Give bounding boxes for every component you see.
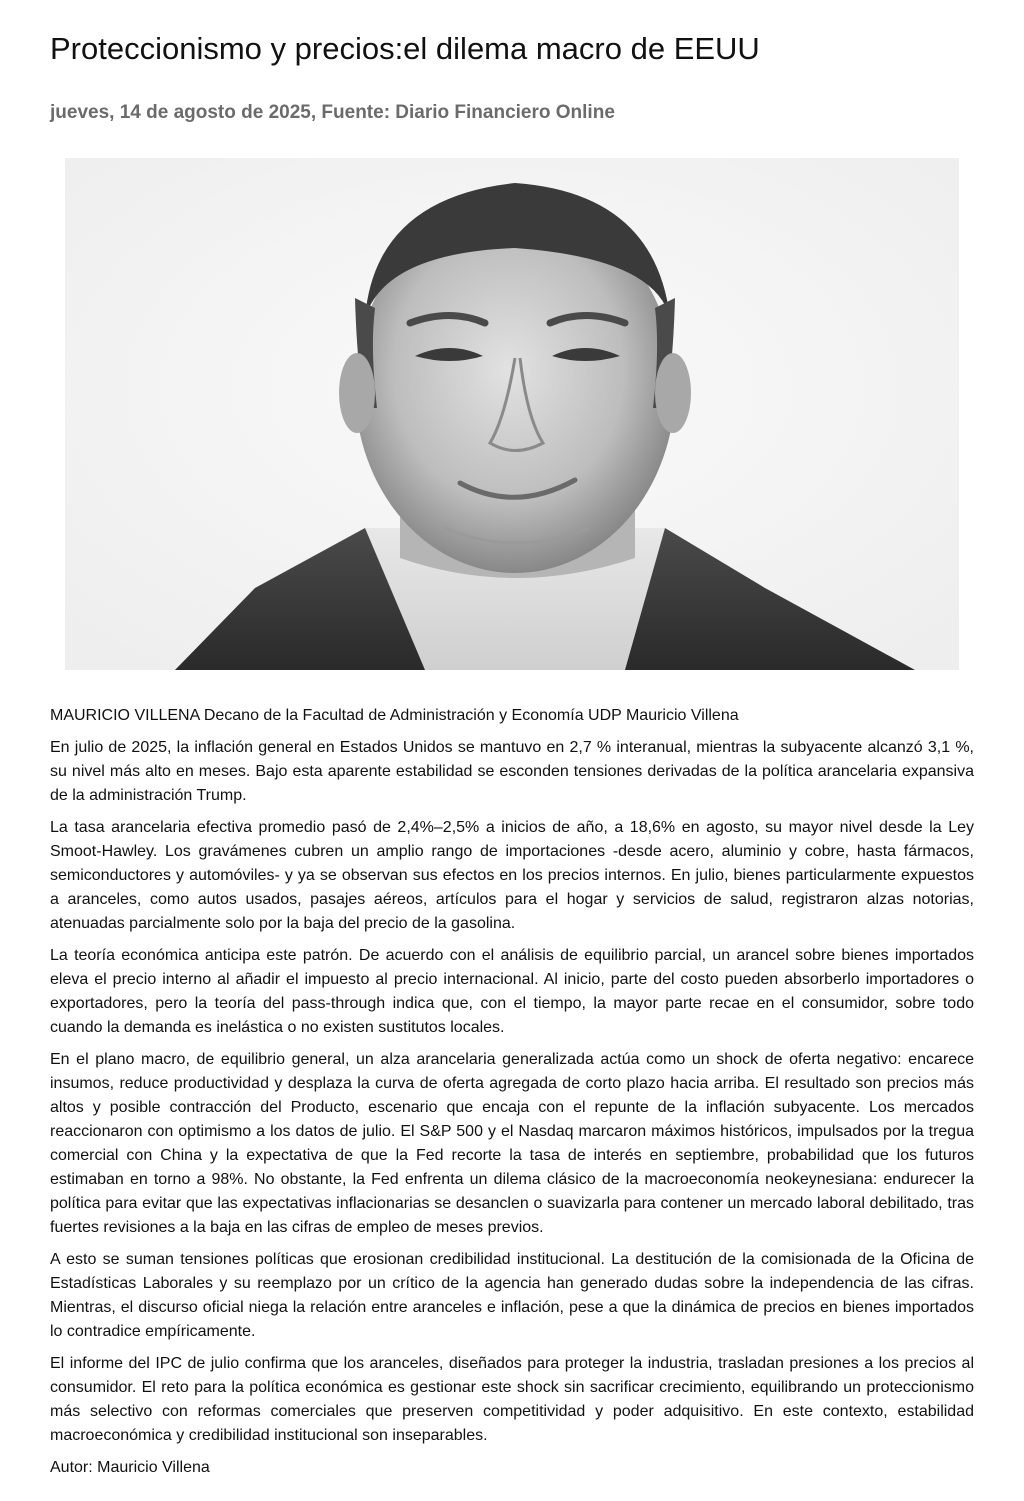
photo-caption: MAURICIO VILLENA Decano de la Facultad de Administración y Economía UDP Mauricio Villena bbox=[50, 707, 739, 724]
article-date-source: jueves, 14 de agosto de 2025, Fuente: Diario Financiero Online bbox=[50, 102, 615, 123]
author-portrait bbox=[65, 158, 959, 670]
article-body bbox=[50, 704, 974, 1480]
article-paragraph: El informe del IPC de julio confirma que los aranceles, diseñados para proteger la industria, trasladan presiones a los precios al consumidor. El reto para la política económica es gestionar este shock sin sacrificar crecimiento, equilibrando un proteccionismo más selectivo con reformas comerciales que preserven competitividad y poder adquisitivo. En este contexto, estabilidad macroeconómica y credibilidad institucional son inseparables. bbox=[50, 1355, 974, 1444]
article-author: Autor: Mauricio Villena bbox=[50, 1459, 210, 1476]
article-paragraph: La teoría económica anticipa este patrón. De acuerdo con el análisis de equilibrio parcial, un arancel sobre bienes importados eleva el precio interno al añadir el impuesto al precio internacional. Al inicio, parte del costo pueden absorberlo importadores o exportadores, pero la teoría del pass-through indica que, con el tiempo, la mayor parte recae en el consumidor, sobre todo cuando la demanda es inelástica o no existen sustitutos locales. bbox=[50, 947, 974, 1036]
article-title: Proteccionismo y precios:el dilema macro de EEUU bbox=[50, 31, 760, 66]
article-paragraph: La tasa arancelaria efectiva promedio pasó de 2,4%–2,5% a inicios de año, a 18,6% en agosto, su mayor nivel desde la Ley Smoot-Hawley. Los gravámenes cubren un amplio rango de importaciones -desde acero, aluminio y cobre, hasta fármacos, semiconductores y automóviles- y ya se observan sus efectos en los precios internos. En julio, bienes particularmente expuestos a aranceles, como autos usados, pasajes aéreos, artículos para el hogar y servicios de salud, registraron alzas notorias, atenuadas parcialmente solo por la baja del precio de la gasolina. bbox=[50, 819, 974, 932]
portrait-photo bbox=[65, 158, 959, 670]
article-paragraph: En el plano macro, de equilibrio general, un alza arancelaria generalizada actúa como un shock de oferta negativo: encarece insumos, reduce productividad y desplaza la curva de oferta agregada de corto plazo hacia arriba. El resultado son precios más altos y posible contracción del Producto, escenario que encaja con el repunte de la inflación subyacente. Los mercados reaccionaron con optimismo a los datos de julio. El S&P 500 y el Nasdaq marcaron máximos históricos, impulsados por la tregua comercial con China y la expectativa de que la Fed recorte la tasa de interés en septiembre, probabilidad que los futuros estimaban en torno a 98%. No obstante, la Fed enfrenta un dilema clásico de la macroeconomía neokeynesiana: endurecer la política para evitar que las expectativas inflacionarias se desanclen o suavizarla para contener un mercado laboral debilitado, tras fuertes revisiones a la baja en las cifras de empleo de meses previos. bbox=[50, 1051, 974, 1236]
article-paragraph: A esto se suman tensiones políticas que erosionan credibilidad institucional. La destitución de la comisionada de la Oficina de Estadísticas Laborales y su reemplazo por un crítico de la agencia han generado dudas sobre la independencia de las cifras. Mientras, el discurso oficial niega la relación entre aranceles e inflación, pese a que la dinámica de precios en bienes importados lo contradice empíricamente. bbox=[50, 1251, 974, 1340]
article-paragraph: En julio de 2025, la inflación general en Estados Unidos se mantuvo en 2,7 % interanual, mientras la subyacente alcanzó 3,1 %, su nivel más alto en meses. Bajo esta aparente estabilidad se esconden tensiones derivadas de la política arancelaria expansiva de la administración Trump. bbox=[50, 739, 974, 804]
